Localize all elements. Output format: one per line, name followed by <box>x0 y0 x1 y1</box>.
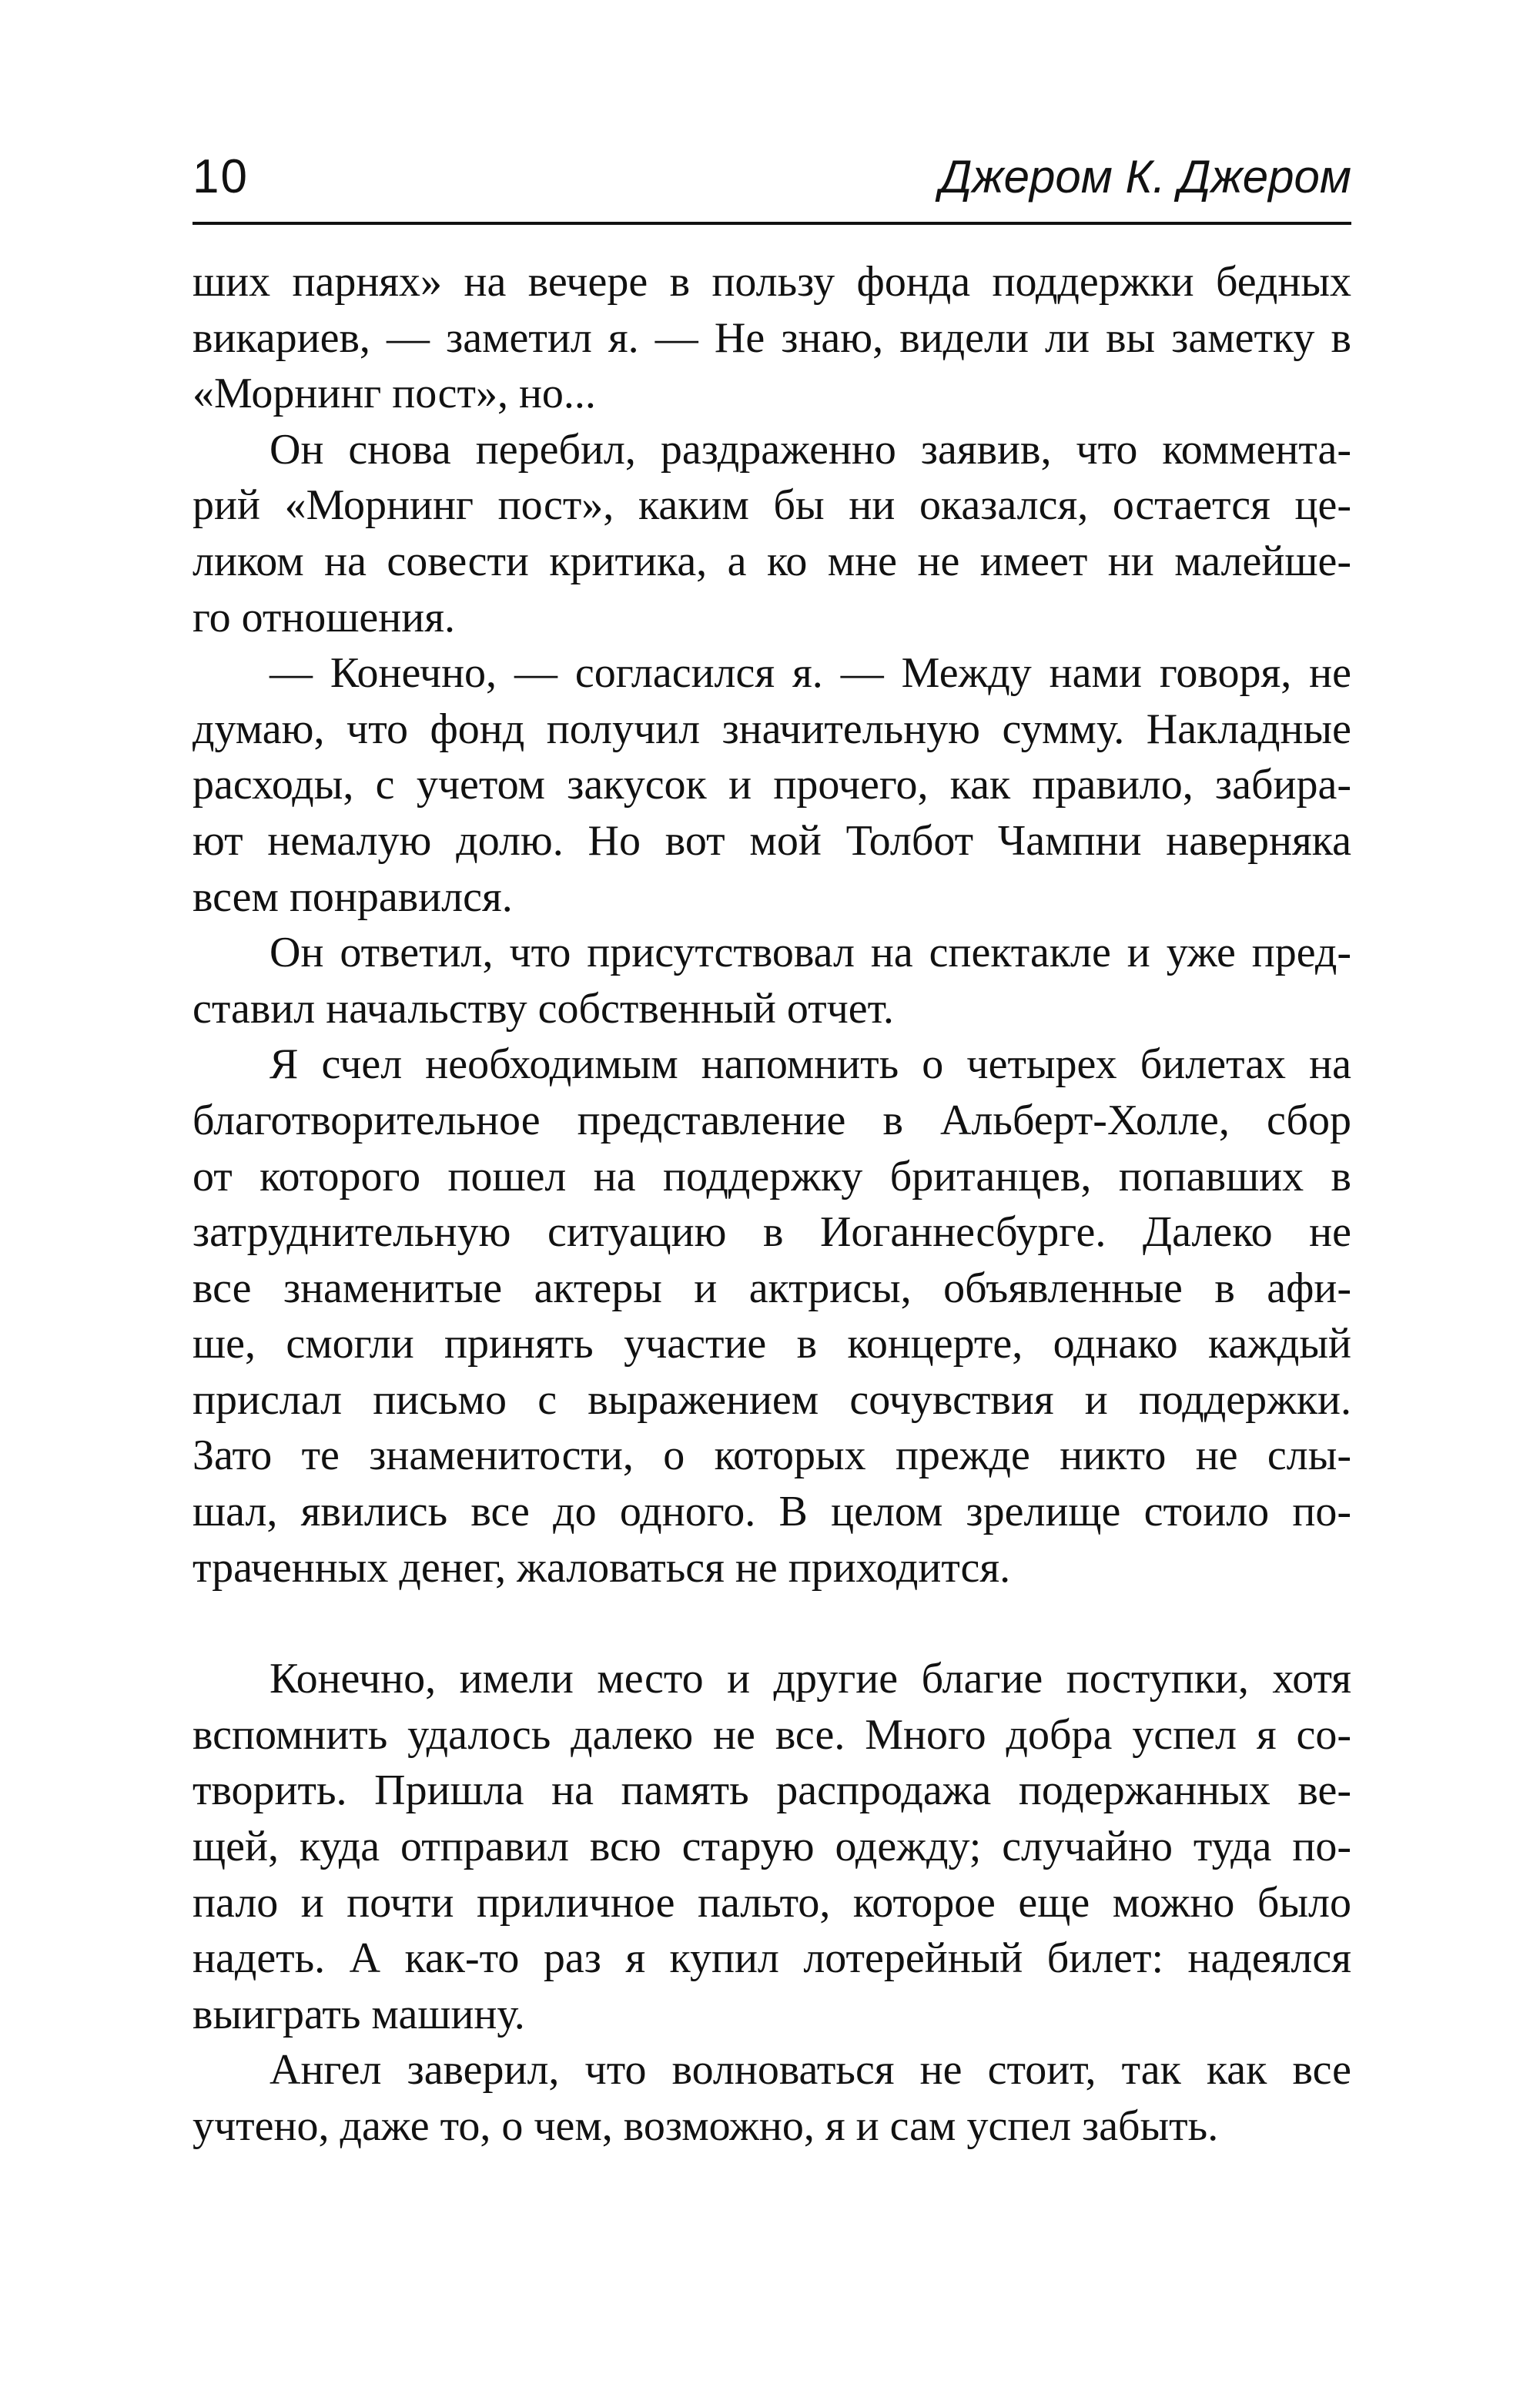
text-line: траченных денег, жаловаться не приходится. <box>192 1543 1011 1592</box>
text-line: учтено, даже то, о чем, возможно, я и сам успел забыть. <box>192 2102 1219 2150</box>
text-line: выиграть машину. <box>192 1990 525 2038</box>
text-line: щей, куда отправил всю старую одежду; случайно туда по- <box>192 1823 1351 1871</box>
text-line: го отношения. <box>192 593 455 641</box>
text-line: думаю, что фонд получил значительную сумму. Накладные <box>192 705 1351 753</box>
text-line: ших парнях» на вечере в пользу фонда поддержки бедных <box>192 258 1351 306</box>
text-line: от которого пошел на поддержку британцев, попавших в <box>192 1152 1351 1200</box>
text-line: шал, явились все до одного. В целом зрелище стоило по- <box>192 1488 1351 1536</box>
text-line: Он снова перебил, раздраженно заявив, что коммента- <box>270 425 1351 474</box>
text-line: Я счел необходимым напомнить о четырех билетах на <box>270 1040 1351 1089</box>
text-line: рий «Морнинг пост», каким бы ни оказался, остается це- <box>192 481 1351 530</box>
text-line: Зато те знаменитости, о которых прежде никто не слы- <box>192 1432 1351 1480</box>
text-line: ликом на совести критика, а ко мне не имеет ни малейше- <box>192 537 1351 585</box>
text-line: прислал письмо с выражением сочувствия и поддержки. <box>192 1375 1351 1424</box>
section-break <box>192 1596 1351 1651</box>
text-line: надеть. А как-то раз я купил лотерейный билет: надеялся <box>192 1934 1351 1983</box>
text-line: расходы, с учетом закусок и прочего, как правило, забира- <box>192 761 1351 809</box>
text-line: — Конечно, — согласился я. — Между нами говоря, не <box>270 649 1351 698</box>
text-line: ют немалую долю. Но вот мой Толбот Чампни наверняка <box>192 816 1351 865</box>
text-line: викариев, — заметил я. — Не знаю, видели ли вы заметку в <box>192 313 1351 362</box>
text-line: Он ответил, что присутствовал на спектакле и уже пред- <box>270 929 1351 977</box>
text-line: пало и почти приличное пальто, которое еще можно было <box>192 1878 1351 1927</box>
header-rule <box>192 222 1351 225</box>
text-line: Ангел заверил, что волноваться не стоит, так как все <box>270 2046 1351 2095</box>
text-line: всем понравился. <box>192 872 513 921</box>
text-line: ставил начальству собственный отчет. <box>192 984 894 1033</box>
text-line: вспомнить удалось далеко не все. Много добра успел я со- <box>192 1710 1351 1759</box>
text-line: «Морнинг пост», но... <box>192 370 596 418</box>
text-line: затруднительную ситуацию в Иоганнесбурге. Далеко не <box>192 1208 1351 1257</box>
text-line: все знаменитые актеры и актрисы, объявленные в афи- <box>192 1264 1351 1312</box>
page-body <box>192 254 1351 2155</box>
running-title: Джером К. Джером <box>939 151 1351 203</box>
text-line: ше, смогли принять участие в концерте, однако каждый <box>192 1320 1351 1368</box>
text-line: творить. Пришла на память распродажа подержанных ве- <box>192 1766 1351 1815</box>
page-number: 10 <box>192 150 249 203</box>
page-header <box>192 142 1351 212</box>
text-line: Конечно, имели место и другие благие поступки, хотя <box>270 1655 1351 1703</box>
text-line: благотворительное представление в Альберт-Холле, сбор <box>192 1096 1351 1144</box>
